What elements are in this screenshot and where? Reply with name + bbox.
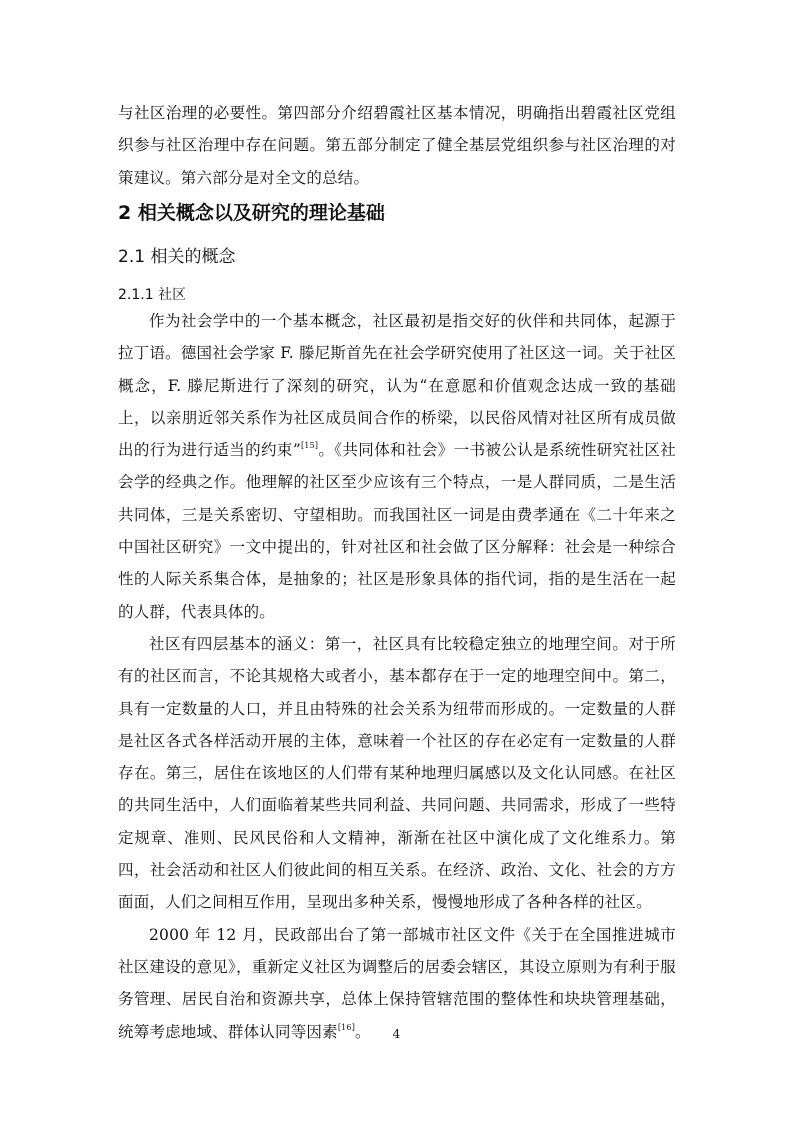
intro-paragraph: 与社区治理的必要性。第四部分介绍碧霞社区基本情况，明确指出碧霞社区党组织参与社区治理中存在问题。第五部分制定了健全基层党组织参与社区治理的对策建议。第六部分是对全文的总结。 bbox=[118, 104, 676, 187]
paragraph-community-definition bbox=[118, 305, 676, 628]
body-text-block bbox=[118, 305, 676, 1048]
paragraph-text: 2000 年 12 月，民政部出台了第一部城市社区文件《关于在全国推进城市社区建设的意见》，重新定义社区为调整后的居委会辖区，其设立原则为有利于服务管理、居民自治和资源共享，总体上保持管辖范围的整体性和块块管理基础，统筹考虑地域、群体认同等因素 bbox=[118, 925, 676, 1041]
paragraph-text: 。《共同体和社会》一书被公认是系统性研究社区社会学的经典之作。他理解的社区至少应该有三个特点，一是人群同质，二是生活共同体，三是关系密切、守望相助。而我国社区一词是由费孝通在《二十年来之中国社区研究》一文中提出的，针对社区和社会做了区分解释：社会是一种综合性的人际关系集合体，是抽象的；社区是形象具体的指代词，指的是生活在一起的人群，代表具体的。 bbox=[118, 441, 676, 621]
paragraph-four-meanings: 社区有四层基本的涵义：第一，社区具有比较稳定独立的地理空间。对于所有的社区而言，不论其规格大或者小，基本都存在于一定的地理空间中。第二，具有一定数量的人口，并且由特殊的社会关系为纽带而形成的。一定数量的人群是社区各式各样活动开展的主体，意味着一个社区的存在必定有一定数量的人群存在。第三，居住在该地区的人们带有某种地理归属感以及文化认同感。在社区的共同生活中，人们面临着某些共同利益、共同问题、共同需求，形成了一些特定规章、准则、民风民俗和人文精神，渐渐在社区中演化成了文化维系力。第四，社会活动和社区人们彼此间的相互关系。在经济、政治、文化、社会的方方面面，人们之间相互作用，呈现出多种关系，慢慢地形成了各种各样的社区。 bbox=[118, 634, 676, 912]
paragraph-text: 作为社会学中的一个基本概念，社区最初是指交好的伙伴和共同体，起源于拉丁语。德国社会学家 F. 滕尼斯首先在社会学研究使用了社区这一词。关于社区概念，F. 滕尼斯进行了深刻的研究，认为“在意愿和价值观念达成一致的基础上，以亲朋近邻关系作为社区成员间合作的桥梁，以民俗风情对社区所有成员做出的行为进行适当的约束” bbox=[118, 312, 676, 460]
section-heading: 2 相关概念以及研究的理论基础 bbox=[118, 202, 385, 224]
subsubsection-heading: 2.1.1 社区 bbox=[118, 287, 187, 303]
subsection-heading: 2.1 相关的概念 bbox=[118, 247, 236, 267]
intro-paragraph-block bbox=[118, 97, 676, 194]
page-number: 4 bbox=[392, 1027, 401, 1041]
paragraph-text: 。 bbox=[355, 1022, 371, 1041]
citation-ref: [16] bbox=[337, 1022, 356, 1032]
citation-ref: [15] bbox=[300, 441, 319, 451]
